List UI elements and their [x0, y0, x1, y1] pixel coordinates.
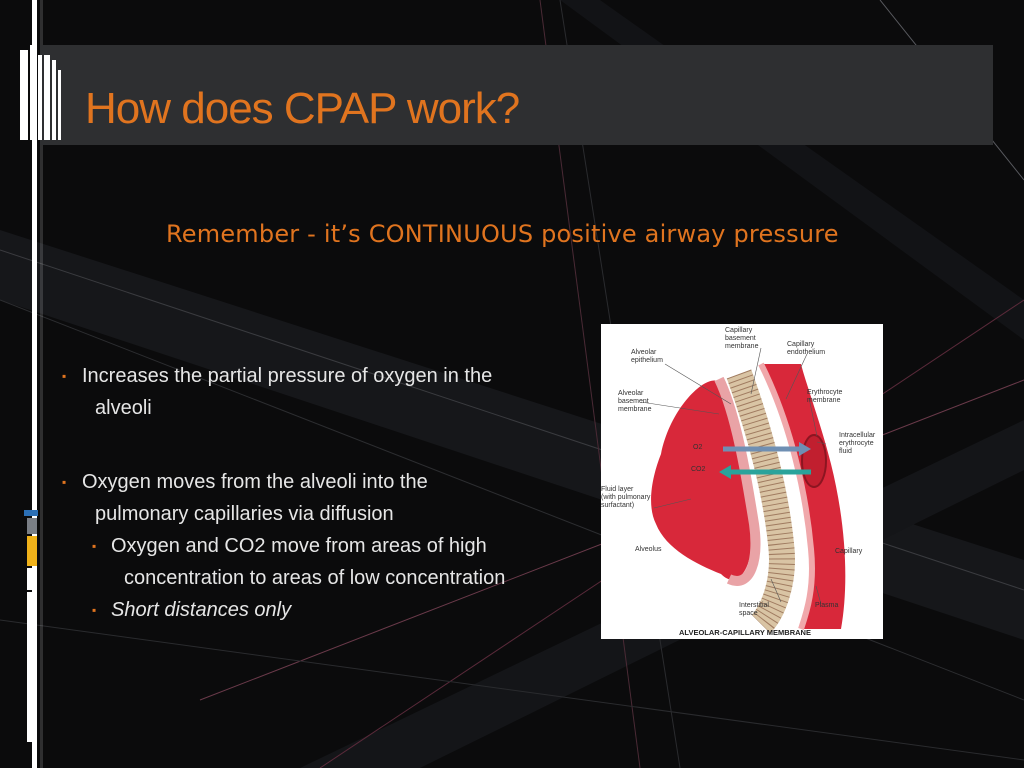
bullet-marker: ▪	[92, 539, 97, 553]
figure-caption: ALVEOLAR-CAPILLARY MEMBRANE	[679, 628, 811, 637]
sub-bullet-text: Short distances only	[111, 599, 292, 621]
label-alveolus: Alveolus	[635, 546, 662, 553]
bullet-text: Oxygen moves from the alveoli into the	[82, 471, 428, 493]
bullet-text: Increases the partial pressure of oxygen in the	[82, 365, 493, 387]
bullet-list	[62, 360, 602, 626]
label-interstitial-space: Interstitial space	[739, 602, 769, 617]
bullet-item	[62, 360, 602, 424]
bullet-text-cont: alveoli	[95, 397, 152, 419]
sub-bullet-text: Oxygen and CO2 move from areas of high	[111, 535, 487, 557]
bullet-item	[62, 466, 602, 530]
label-fluid-layer: Fluid layer (with pulmonary surfactant)	[601, 486, 651, 509]
slide-subtitle: Remember - it’s CONTINUOUS positive airway pressure	[166, 220, 839, 248]
label-capillary: Capillary	[835, 548, 863, 555]
alveolar-capillary-membrane-figure	[601, 324, 883, 639]
sub-bullet-item	[62, 594, 602, 626]
label-alveolar-basement: Alveolar basement membrane	[618, 390, 652, 413]
label-capillary-basement: Capillary basement membrane	[725, 327, 759, 350]
bullet-marker: ▪	[62, 475, 67, 489]
label-intracellular-fluid: Intracellular erythrocyte fluid	[839, 432, 876, 455]
membrane-illustration	[601, 324, 883, 639]
sub-bullet-text-cont: concentration to areas of low concentration	[124, 567, 506, 589]
label-alveolar-epithelium: Alveolar epithelium	[631, 349, 663, 364]
bullet-marker: ▪	[92, 603, 97, 617]
label-co2: CO2	[691, 466, 706, 473]
slide-title: How does CPAP work?	[85, 84, 520, 133]
bullet-text-cont: pulmonary capillaries via diffusion	[95, 503, 394, 525]
sub-bullet-item	[62, 530, 602, 594]
label-o2: O2	[693, 444, 703, 451]
label-capillary-endothelium: Capillary endothelium	[787, 341, 826, 356]
label-erythrocyte-membrane: Erythrocyte membrane	[807, 389, 843, 404]
label-plasma: Plasma	[815, 602, 839, 609]
bullet-marker: ▪	[62, 369, 67, 383]
